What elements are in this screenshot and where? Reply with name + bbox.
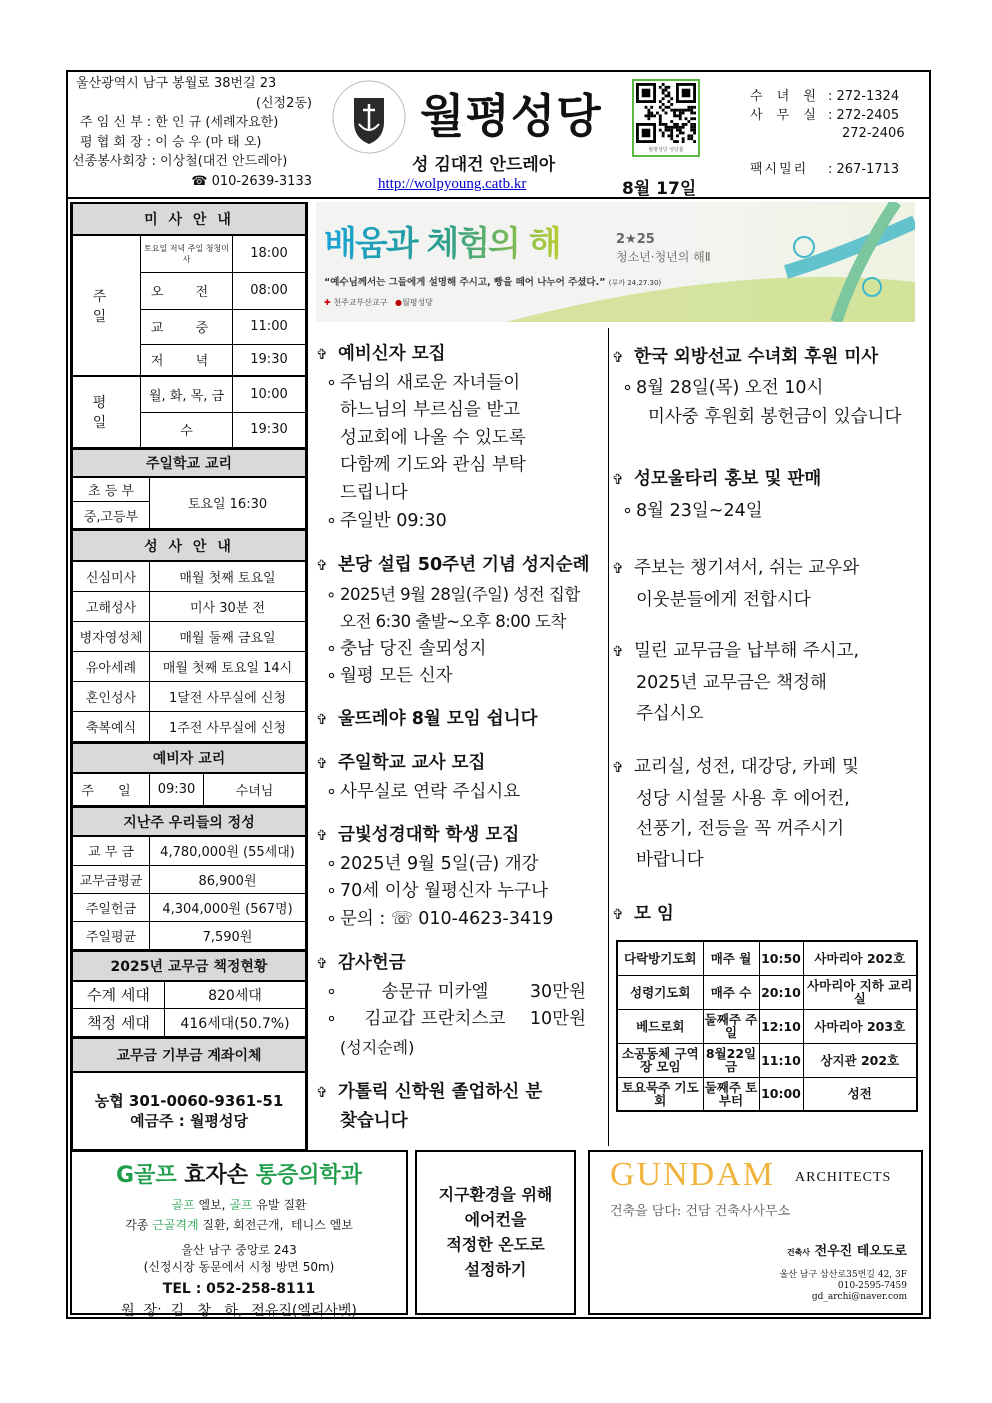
account-table bbox=[72, 1037, 306, 1149]
sacrament-table bbox=[72, 529, 306, 742]
contact-value: : 267-1713 bbox=[828, 161, 900, 177]
meeting-row bbox=[617, 941, 917, 975]
notice-seminary-graduates bbox=[316, 1079, 542, 1135]
meeting-row bbox=[617, 1009, 917, 1043]
architect-logo: GUNDAM bbox=[610, 1156, 775, 1193]
notice-line: ∘ 주님의 새로운 자녀들이 bbox=[316, 370, 526, 398]
notice-line: ∘ 70세 이상 월평신자 누구나 bbox=[316, 878, 553, 906]
offering-value: 7,590원 bbox=[150, 921, 306, 949]
meeting-time: 11:10 bbox=[759, 1043, 803, 1077]
banner-quote: “예수님께서는 그들에게 설명해 주시고, 빵을 떼어 나누어 주셨다.” bbox=[324, 277, 606, 288]
eco-line: 지구환경을 위해 bbox=[438, 1185, 553, 1204]
banner-year: 2★25 bbox=[616, 232, 655, 247]
notice-line: ∘ 문의 : ☏ 010-4623-3419 bbox=[316, 906, 553, 934]
notice-bible-college bbox=[316, 822, 553, 933]
notice-line: ∘ 충남 당진 솔뫼성지 bbox=[316, 636, 590, 664]
parish-name: 월평성당 bbox=[401, 298, 433, 307]
notice-ultreya bbox=[316, 706, 538, 735]
notice-line: ∘ 사무실로 연락 주십시요 bbox=[316, 779, 520, 807]
offering-label: 주일헌금 bbox=[73, 893, 150, 921]
sacrament-info: 매월 둘째 금요일 bbox=[150, 621, 306, 651]
meeting-place: 사마리아 202호 bbox=[803, 941, 917, 975]
section-header: 미 사 안 내 bbox=[73, 204, 306, 235]
teacher: 수녀님 bbox=[204, 773, 306, 806]
notice-title: 감사헌금 bbox=[338, 953, 406, 973]
offering-label: 교 무 금 bbox=[73, 836, 150, 865]
meetings-heading bbox=[612, 901, 674, 930]
clinic-phone: TEL : 052-258-8111 bbox=[162, 1281, 316, 1297]
sacrament-name: 신심미사 bbox=[73, 561, 150, 591]
church-info: 울산광역시 남구 봉월로 38번길 23 (신정2동) 주 임 신 부 : 한 인 규 (세례자요한) 평 협 회 장 : 이 승 우 (마 태 오) 선종봉사회장 : 이상철(대건 안드레아) ☎ 010-2639-3133 bbox=[72, 74, 318, 191]
cross-icon: ✞ bbox=[612, 350, 624, 366]
mass-name: 저 녁 bbox=[141, 344, 233, 376]
architect-address: 울산 남구 삼산로35번길 42, 3F bbox=[779, 1270, 907, 1280]
clinic-text: 엘보, bbox=[194, 1198, 230, 1212]
notice-mission-mass bbox=[612, 344, 901, 431]
patron-saint: 성 김대건 안드레아 bbox=[412, 155, 556, 175]
meeting-name: 베드로회 bbox=[617, 1009, 703, 1043]
section-header: 성 사 안 내 bbox=[73, 530, 306, 561]
donor-amount: 10만원 bbox=[529, 1009, 586, 1030]
address-dong: (신정2동) bbox=[255, 95, 312, 111]
offering-table bbox=[72, 806, 306, 950]
clinic-text: 근골격계 bbox=[152, 1218, 199, 1232]
notice-line: 오전 6:30 출발~오후 8:00 도착 bbox=[340, 612, 566, 632]
contact-label: 사 무 실 bbox=[750, 107, 821, 123]
meeting-name: 소공동체 구역장 모임 bbox=[617, 1043, 703, 1077]
architect-phone: 010-2595-7459 bbox=[837, 1281, 907, 1291]
eco-line: 에어컨을 bbox=[464, 1210, 527, 1229]
notice-line: 다함께 기도와 관심 부탁 bbox=[340, 455, 526, 476]
cross-icon: ✞ bbox=[316, 828, 328, 844]
section-header: 2025년 교무금 책정현황 bbox=[73, 951, 306, 981]
meeting-day: 둘째주 토부터 bbox=[703, 1077, 759, 1111]
meeting-time: 20:10 bbox=[759, 975, 803, 1009]
meeting-place: 상지관 202호 bbox=[803, 1043, 917, 1077]
notice-line: ∘ 주일반 09:30 bbox=[316, 508, 526, 536]
contact-value: : 272-1324 bbox=[828, 89, 900, 104]
notice-teacher-recruit bbox=[316, 750, 520, 806]
donor-name: ∘ 송문규 미카엘 bbox=[381, 981, 489, 1002]
qr-code[interactable] bbox=[632, 79, 700, 157]
notice-thanks-offering bbox=[316, 950, 586, 1061]
dues-table bbox=[72, 950, 306, 1038]
clinic-text: 질환, 회전근개, 테니스 엘보 bbox=[198, 1218, 353, 1232]
clinic-address: 울산 남구 중앙로 243 bbox=[181, 1243, 297, 1257]
contact-label: 팩시밀리 bbox=[750, 161, 809, 177]
bank-account: 농협 301-0060-9361-51 bbox=[94, 1092, 284, 1110]
class-time: 토요일 16:30 bbox=[150, 477, 306, 529]
notice-line: 주십시오 bbox=[636, 704, 704, 724]
notice-line: ∘ 월평 모든 신자 bbox=[316, 663, 590, 691]
mass-name: 교 중 bbox=[141, 309, 233, 344]
class-time: 09:30 bbox=[150, 773, 204, 806]
year-theme-banner: 배움과 체험의 해 2★25 청소년·청년의 해Ⅱ “예수님께서는 그들에게 설명해 주시고, 빵을 떼어 나누어 주셨다.” (루카 24,27.30) ✚ 천주교부산교구 ●월평성당 bbox=[316, 202, 915, 322]
sacrament-info: 1달전 사무실에 신청 bbox=[150, 681, 306, 711]
notice-title: 성모울타리 홍보 및 판매 bbox=[634, 469, 822, 489]
notice-line: ∘ 2025년 9월 5일(금) 개강 bbox=[316, 851, 553, 879]
meeting-time: 10:00 bbox=[759, 1077, 803, 1111]
architect-role: 건축사 bbox=[786, 1247, 811, 1257]
clinic-title: 통증의학과 bbox=[255, 1163, 362, 1188]
phone: ☎ 010-2639-3133 bbox=[191, 173, 312, 189]
notice-line: 바랍니다 bbox=[636, 849, 704, 870]
donor-note: (성지순례) bbox=[340, 1037, 415, 1057]
sacrament-name: 병자영성체 bbox=[73, 621, 150, 651]
mass-name: 오 전 bbox=[141, 272, 233, 309]
mass-schedule-table bbox=[72, 204, 306, 448]
meeting-name: 성령기도회 bbox=[617, 975, 703, 1009]
meeting-day: 둘째주 주일 bbox=[703, 1009, 759, 1043]
cross-icon: ✞ bbox=[612, 472, 624, 488]
staff-name: 이 승 우 (마 태 오) bbox=[155, 134, 262, 150]
notice-title: 찾습니다 bbox=[340, 1110, 408, 1131]
clinic-text: 골프 bbox=[171, 1198, 195, 1212]
mass-time: 11:00 bbox=[233, 309, 306, 344]
meeting-day: 매주 월 bbox=[703, 941, 759, 975]
meeting-row bbox=[617, 1043, 917, 1077]
cross-icon: ✞ bbox=[612, 907, 624, 923]
meeting-time: 10:50 bbox=[759, 941, 803, 975]
meetings-table bbox=[616, 940, 918, 1112]
meeting-place: 성전 bbox=[803, 1077, 917, 1111]
notice-line: 성교회에 나올 수 있도록 bbox=[340, 427, 526, 448]
notice-line: 이웃분들에게 전합시다 bbox=[636, 589, 811, 610]
section-header: 주일학교 교리 bbox=[73, 449, 306, 477]
meeting-day: 8월22일 금 bbox=[703, 1043, 759, 1077]
notice-line: 주보는 챙기셔서, 쉬는 교우와 bbox=[634, 558, 860, 578]
notice-title: 금빛성경대학 학생 모집 bbox=[338, 825, 520, 845]
architect-logo-sub: ARCHITECTS bbox=[795, 1170, 892, 1185]
architect-ad bbox=[588, 1150, 923, 1315]
eco-notice bbox=[415, 1150, 576, 1315]
sacrament-info: 매월 첫째 토요일 bbox=[150, 561, 306, 591]
notice-title: 울뜨레야 8월 모임 쉽니다 bbox=[338, 709, 538, 729]
cross-icon: ✞ bbox=[316, 1085, 328, 1101]
contact-value: : 272-2405 bbox=[828, 107, 900, 123]
cross-icon: ✞ bbox=[612, 644, 624, 660]
clinic-text: 유발 질환 bbox=[252, 1198, 307, 1212]
mass-time: 10:00 bbox=[233, 376, 306, 412]
notice-pilgrimage bbox=[316, 552, 590, 691]
donor-name: ∘ 김교갑 프란치스코 bbox=[364, 1009, 506, 1030]
notice-bulletin bbox=[612, 553, 859, 615]
offering-value: 4,780,000원 (55세대) bbox=[150, 836, 306, 865]
notice-rosary-sale bbox=[612, 466, 821, 528]
clinic-title: 효자손 bbox=[184, 1163, 249, 1188]
meeting-time: 12:10 bbox=[759, 1009, 803, 1043]
sunday-label: 주 일 bbox=[73, 235, 141, 376]
notice-title: 예비신자 모집 bbox=[338, 344, 446, 364]
address: 울산광역시 남구 봉월로 38번길 23 bbox=[76, 76, 277, 91]
staff-name: 한 인 규 (세례자요한) bbox=[155, 115, 279, 130]
column-divider bbox=[608, 328, 609, 1146]
class-day: 주 일 bbox=[73, 773, 150, 806]
notice-line: 밀린 교무금을 납부해 주시고, bbox=[634, 641, 860, 661]
sacrament-info: 미사 30분 전 bbox=[150, 591, 306, 621]
notice-title: 주일학교 교사 모집 bbox=[338, 753, 486, 773]
clinic-doctors: 원 장: 김 창 하, 전유진(엘리사벳) bbox=[121, 1303, 357, 1319]
section-header: 지난주 우리들의 정성 bbox=[73, 807, 306, 836]
website-link[interactable]: http://wolpyoung.catb.kr bbox=[378, 176, 527, 192]
staff-role: 선종봉사회장 bbox=[72, 154, 148, 169]
cross-icon: ✞ bbox=[316, 712, 328, 728]
cross-icon: ✞ bbox=[316, 347, 328, 363]
banner-quote-ref: (루카 24,27.30) bbox=[608, 279, 662, 287]
meeting-name: 다락방기도회 bbox=[617, 941, 703, 975]
notice-line: 2025년 교무금은 책정해 bbox=[636, 673, 827, 693]
mass-time: 18:00 bbox=[233, 235, 306, 272]
banner-subtitle: 청소년·청년의 해Ⅱ bbox=[616, 250, 711, 264]
notice-title: 한국 외방선교 수녀회 후원 미사 bbox=[634, 347, 879, 367]
cross-icon: ✞ bbox=[612, 561, 624, 577]
grade-label: 초 등 부 bbox=[73, 477, 150, 502]
sunday-school-table bbox=[72, 448, 306, 530]
sacrament-name: 유아세례 bbox=[73, 651, 150, 681]
clinic-address: (신정시장 동문에서 시청 방면 50m) bbox=[143, 1260, 335, 1274]
notice-line: ∘ 2025년 9월 28일(주일) 성전 집합 bbox=[316, 581, 590, 609]
notice-line: 성당 시설물 사용 후 에어컨, bbox=[636, 788, 850, 809]
sacrament-info: 1주전 사무실에 신청 bbox=[150, 711, 306, 741]
weekday-label: 평 일 bbox=[73, 376, 141, 447]
staff-role: 주 임 신 부 bbox=[80, 115, 143, 130]
offering-value: 86,900원 bbox=[150, 865, 306, 893]
notice-title: 모 임 bbox=[634, 904, 674, 924]
mass-name: 월, 화, 목, 금 bbox=[141, 376, 233, 412]
staff-name: 이상철(대건 안드레아) bbox=[160, 154, 288, 169]
notice-line: ∘ 8월 23일~24일 bbox=[612, 495, 821, 528]
cross-icon: ✞ bbox=[316, 956, 328, 972]
sacrament-info: 매월 첫째 토요일 14시 bbox=[150, 651, 306, 681]
architect-email: gd_archi@naver.com bbox=[811, 1292, 907, 1302]
notice-dues bbox=[612, 636, 859, 730]
mass-name: 수 bbox=[141, 412, 233, 447]
dues-label: 책정 세대 bbox=[73, 1009, 165, 1037]
notice-line: 교리실, 성전, 대강당, 카페 및 bbox=[634, 757, 859, 777]
notice-line: 하느님의 부르심을 받고 bbox=[340, 400, 521, 421]
dues-value: 820세대 bbox=[165, 981, 306, 1009]
architect-tagline: 건축을 담다: 건담 건축사사무소 bbox=[610, 1204, 791, 1219]
meeting-place: 사마리아 지하 교리실 bbox=[803, 975, 917, 1009]
notice-title: 가톨릭 신학원 졸업하신 분 bbox=[338, 1082, 543, 1102]
header-divider bbox=[66, 197, 931, 199]
left-info-column bbox=[70, 202, 308, 1151]
qr-caption: 월평성당 성당홈 bbox=[648, 147, 684, 153]
notice-facilities bbox=[612, 752, 859, 875]
notice-line: 미사중 후원회 봉헌금이 있습니다 bbox=[648, 406, 902, 427]
sacrament-name: 혼인성사 bbox=[73, 681, 150, 711]
eco-line: 설정하기 bbox=[464, 1260, 527, 1279]
bulletin-date: 8월 17일 bbox=[622, 179, 697, 199]
architect-name: 전우진 테오도로 bbox=[814, 1244, 907, 1259]
notice-line: ∘ 8월 28일(목) 오전 10시 bbox=[612, 373, 901, 404]
banner-headline: 배움과 체험의 해 bbox=[324, 216, 560, 265]
contacts bbox=[750, 88, 905, 179]
cross-icon: ✞ bbox=[612, 760, 624, 776]
clinic-ad bbox=[70, 1150, 408, 1319]
mass-time: 19:30 bbox=[233, 412, 306, 447]
cross-icon: ✞ bbox=[316, 558, 328, 574]
offering-label: 주일평균 bbox=[73, 921, 150, 949]
clinic-title: G골프 bbox=[116, 1163, 177, 1188]
catechumen-table bbox=[72, 742, 306, 807]
meeting-row bbox=[617, 1077, 917, 1111]
meeting-place: 사마리아 203호 bbox=[803, 1009, 917, 1043]
contact-value: 272-2406 bbox=[842, 126, 905, 141]
account-holder: 예금주 : 월평성당 bbox=[130, 1112, 248, 1130]
church-logo bbox=[330, 78, 408, 156]
meeting-row bbox=[617, 975, 917, 1009]
donor-amount: 30만원 bbox=[529, 981, 586, 1002]
eco-line: 적정한 온도로 bbox=[446, 1235, 545, 1254]
sacrament-name: 고해성사 bbox=[73, 591, 150, 621]
section-header: 교무금 기부금 계좌이체 bbox=[73, 1038, 306, 1072]
section-header: 예비자 교리 bbox=[73, 743, 306, 773]
meeting-name: 토요묵주 기도회 bbox=[617, 1077, 703, 1111]
mass-time: 08:00 bbox=[233, 272, 306, 309]
notice-catechumen bbox=[316, 341, 526, 535]
grade-label: 중,고등부 bbox=[73, 502, 150, 529]
staff-role: 평 협 회 장 bbox=[80, 134, 143, 150]
notice-line: 드립니다 bbox=[340, 482, 408, 503]
church-name: 월평성당 bbox=[420, 89, 602, 143]
mass-name: 토요일 저녁 주일 청청미사 bbox=[141, 235, 233, 272]
meeting-day: 매주 수 bbox=[703, 975, 759, 1009]
mass-time: 19:30 bbox=[233, 344, 306, 376]
dues-value: 416세대(50.7%) bbox=[165, 1009, 306, 1037]
diocese-name: 천주교부산교구 bbox=[333, 298, 388, 307]
cross-icon: ✞ bbox=[316, 756, 328, 772]
offering-label: 교무금평균 bbox=[73, 865, 150, 893]
offering-value: 4,304,000원 (567명) bbox=[150, 893, 306, 921]
notice-line: 선풍기, 전등을 꼭 꺼주시기 bbox=[636, 819, 845, 839]
dues-label: 수계 세대 bbox=[73, 981, 165, 1009]
notice-title: 본당 설립 50주년 기념 성지순례 bbox=[338, 555, 590, 575]
clinic-text: 각종 bbox=[125, 1218, 153, 1232]
sacrament-name: 축복예식 bbox=[73, 711, 150, 741]
contact-label: 수 녀 원 bbox=[750, 89, 821, 104]
clinic-text: 골프 bbox=[229, 1198, 253, 1212]
